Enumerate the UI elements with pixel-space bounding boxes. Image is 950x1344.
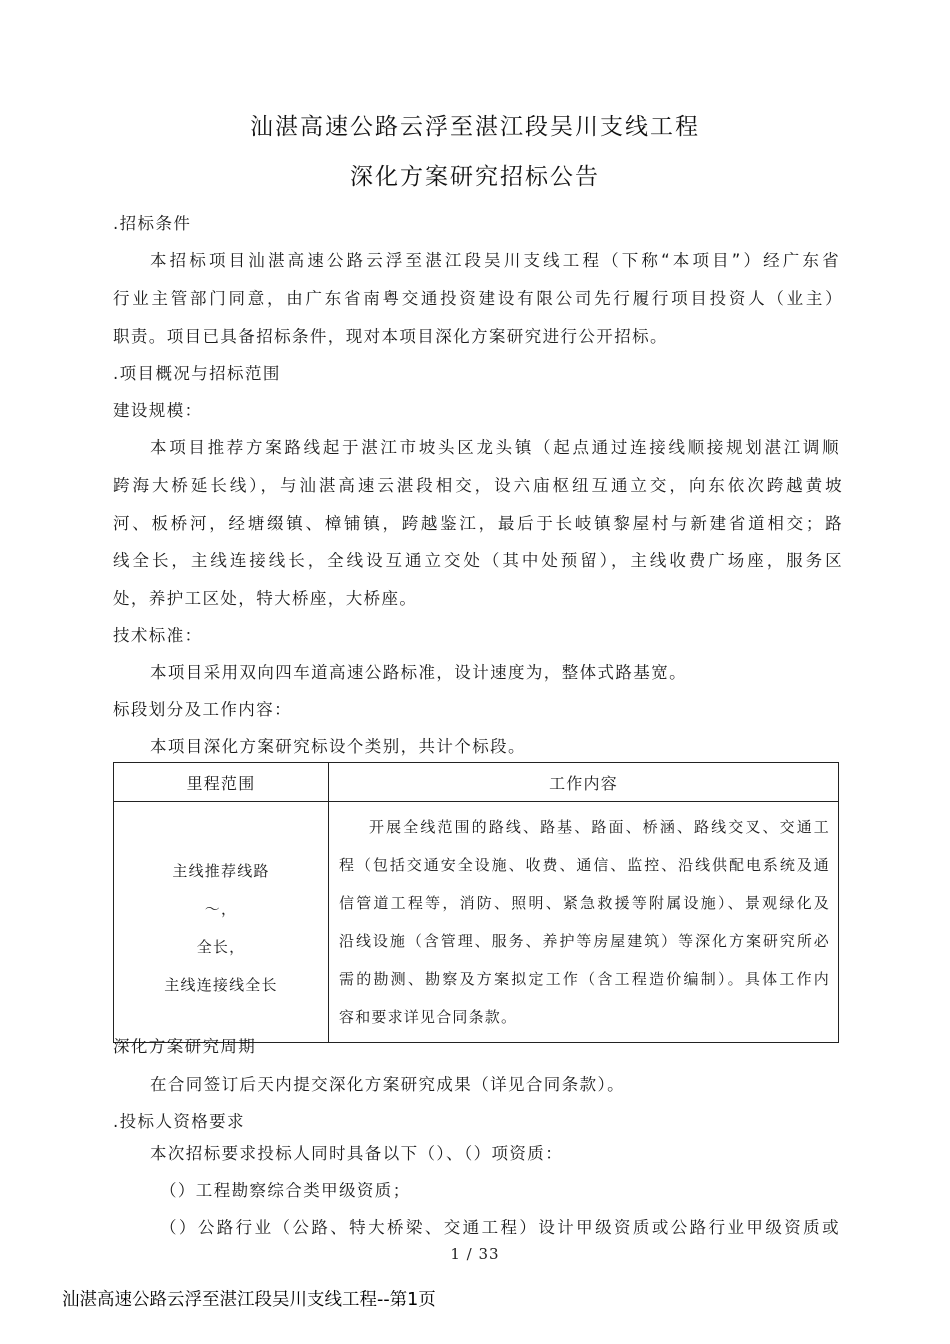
header-work-content: 工作内容 bbox=[329, 763, 839, 802]
work-content-cell bbox=[329, 802, 839, 1043]
work-line-2: 程（包括交通安全设施、收费、通信、监控、沿线供配电系统及通 bbox=[339, 856, 830, 874]
section1-heading: .招标条件 bbox=[113, 214, 192, 233]
section-division-label: 标段划分及工作内容： bbox=[113, 700, 292, 719]
mileage-line-2: ～， bbox=[204, 900, 238, 918]
period-heading: 深化方案研究周期 bbox=[113, 1037, 257, 1056]
page-footer: 汕湛高速公路云浮至湛江段吴川支线工程--第1页 bbox=[62, 1290, 436, 1310]
scope-table bbox=[113, 762, 839, 1043]
section-division-line: 本项目深化方案研究标设个类别，共计个标段。 bbox=[150, 737, 526, 756]
mileage-line-3: 全长， bbox=[196, 938, 246, 956]
doc-title-line1: 汕湛高速公路云浮至湛江段吴川支线工程 bbox=[250, 114, 700, 140]
scale-line-5: 处，养护工区处，特大桥座，大桥座。 bbox=[113, 589, 418, 608]
scale-line-1: 本项目推荐方案路线起于湛江市坡头区龙头镇（起点通过连接线顺接规划湛江调顺 bbox=[150, 438, 840, 457]
doc-title-line2: 深化方案研究招标公告 bbox=[350, 164, 600, 190]
tech-label: 技术标准： bbox=[113, 626, 203, 645]
mileage-line-4: 主线连接线全长 bbox=[164, 976, 278, 994]
header-mileage-range: 里程范围 bbox=[114, 763, 329, 802]
section1-line-2: 行业主管部门同意，由广东省南粤交通投资建设有限公司先行履行项目投资人（业主） bbox=[113, 289, 843, 308]
work-line-5: 需的勘测、勘察及方案拟定工作（含工程造价编制）。具体工作内 bbox=[339, 970, 830, 988]
scale-line-2: 跨海大桥延长线），与汕湛高速云湛段相交，设六庙枢纽互通立交，向东依次跨越黄坡 bbox=[113, 476, 843, 495]
period-line: 在合同签订后天内提交深化方案研究成果（详见合同条款）。 bbox=[150, 1075, 626, 1094]
scale-line-4: 线全长，主线连接线长，全线设互通立交处（其中处预留），主线收费广场座，服务区 bbox=[113, 551, 843, 570]
work-line-1: 开展全线范围的路线、路基、路面、桥涵、路线交叉、交通工 bbox=[369, 818, 830, 836]
section3-heading: .投标人资格要求 bbox=[113, 1112, 245, 1131]
qualification-item-2: （）公路行业（公路、特大桥梁、交通工程）设计甲级资质或公路行业甲级资质或 bbox=[160, 1218, 840, 1237]
section2-heading: .项目概况与招标范围 bbox=[113, 364, 281, 383]
table-row bbox=[114, 802, 839, 1043]
qualification-item-1: （）工程勘察综合类甲级资质； bbox=[160, 1181, 411, 1200]
table-header-row bbox=[114, 763, 839, 802]
scale-line-3: 河、板桥河，经塘缀镇、樟铺镇，跨越鉴江，最后于长岐镇黎屋村与新建省道相交；路 bbox=[113, 514, 843, 533]
section3-line-1: 本次招标要求投标人同时具备以下（）、（）项资质： bbox=[150, 1144, 564, 1163]
mileage-line-1: 主线推荐线路 bbox=[172, 862, 270, 880]
page-number: 1 / 33 bbox=[450, 1245, 500, 1263]
work-line-6: 容和要求详见合同条款。 bbox=[339, 1008, 518, 1026]
work-line-3: 信管道工程等，消防、照明、紧急救援等附属设施）、景观绿化及 bbox=[339, 894, 830, 912]
tech-line: 本项目采用双向四车道高速公路标准，设计速度为，整体式路基宽。 bbox=[150, 663, 687, 682]
scale-label: 建设规模： bbox=[113, 401, 203, 420]
work-line-4: 沿线设施（含管理、服务、养护等房屋建筑）等深化方案研究所必 bbox=[339, 932, 830, 950]
mileage-range-cell bbox=[114, 802, 329, 1043]
section1-line-3: 职责。项目已具备招标条件，现对本项目深化方案研究进行公开招标。 bbox=[113, 327, 668, 346]
section1-line-1: 本招标项目汕湛高速公路云浮至湛江段吴川支线工程（下称“本项目”）经广东省 bbox=[150, 251, 840, 270]
